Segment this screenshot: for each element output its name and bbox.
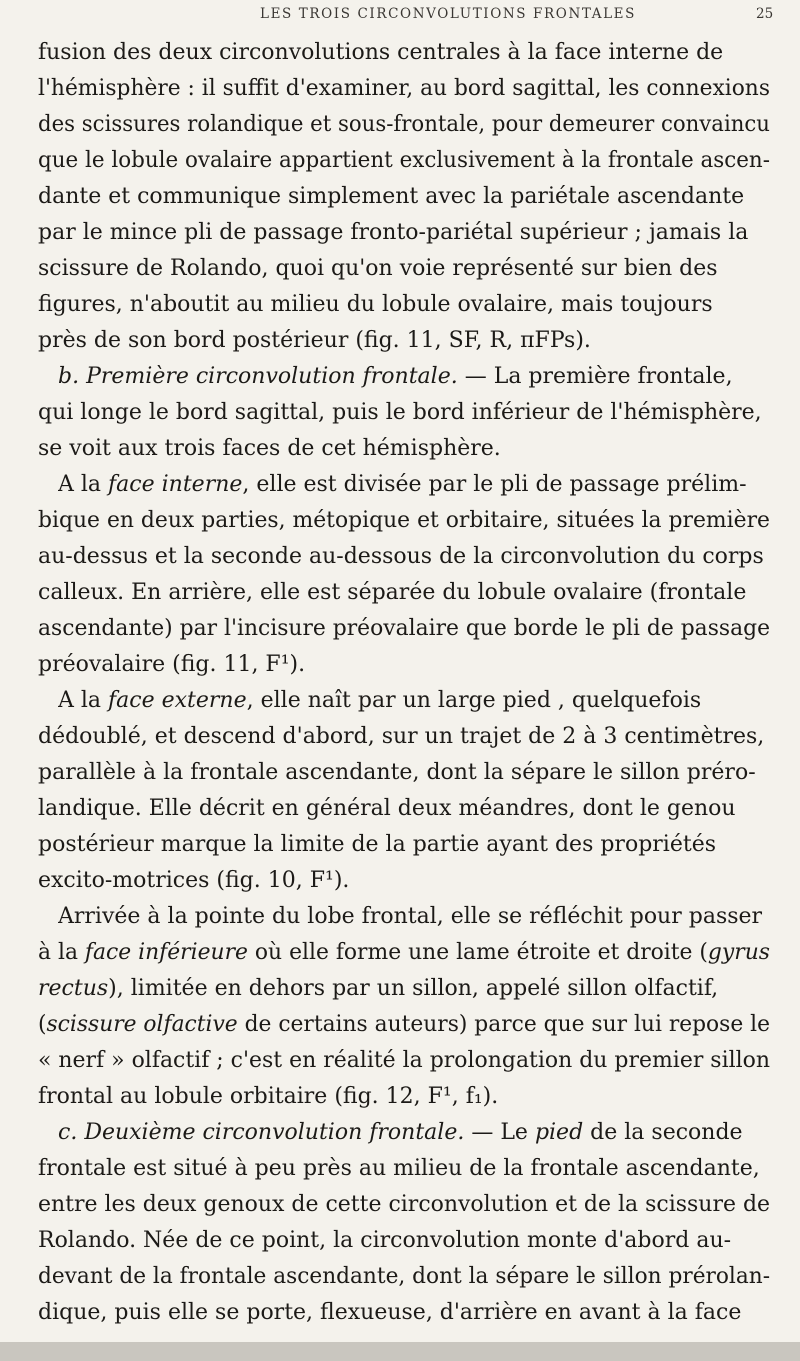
emphasis: face interne bbox=[108, 472, 243, 497]
emphasis: scissure olfactive bbox=[46, 1012, 238, 1037]
emphasis: gyrus bbox=[707, 940, 770, 965]
text-line: fusion des deux circonvolutions centrales à la face interne de bbox=[38, 40, 724, 65]
text-line: postérieur marque la limite de la partie ayant des propriétés bbox=[38, 832, 717, 857]
text-line: au-dessus et la seconde au-dessous de la circonvolution du corps bbox=[38, 544, 764, 569]
text-line: Arrivée à la pointe du lobe frontal, elle se réfléchit pour passer bbox=[58, 904, 763, 929]
emphasis: face externe bbox=[108, 688, 247, 713]
text-line: excito-motrices (fig. 10, F¹). bbox=[38, 868, 350, 893]
text-line: ascendante) par l'incisure préovalaire que borde le pli de passage bbox=[38, 616, 771, 641]
text-line: entre les deux genoux de cette circonvolution et de la scissure de bbox=[38, 1192, 771, 1217]
text-line: des scissures rolandique et sous-frontale, pour demeurer convaincu bbox=[38, 112, 770, 137]
text-line: dante et communique simplement avec la pariétale ascendante bbox=[38, 184, 745, 209]
text-line: landique. Elle décrit en général deux méandres, dont le genou bbox=[38, 796, 736, 821]
text-line: A la face externe, elle naît par un large pied , quelquefois bbox=[58, 688, 702, 713]
text-line: « nerf » olfactif ; c'est en réalité la prolongation du premier sillon bbox=[38, 1048, 771, 1073]
text-line: préovalaire (fig. 11, F¹). bbox=[38, 652, 306, 677]
text-line: (scissure olfactive de certains auteurs) parce que sur lui repose le bbox=[38, 1012, 771, 1037]
text-line: scissure de Rolando, quoi qu'on voie représenté sur bien des bbox=[38, 256, 718, 281]
text-line: se voit aux trois faces de cet hémisphère. bbox=[38, 436, 501, 461]
emphasis: rectus bbox=[38, 976, 109, 1001]
emphasis: pied bbox=[534, 1120, 584, 1145]
section-label: c. bbox=[58, 1120, 85, 1145]
section-title: Première circonvolution frontale. bbox=[86, 364, 458, 389]
text-line: par le mince pli de passage fronto-pariétal supérieur ; jamais la bbox=[38, 220, 749, 245]
text-line: dédoublé, et descend d'abord, sur un trajet de 2 à 3 centimètres, bbox=[38, 724, 765, 749]
text-line: que le lobule ovalaire appartient exclusivement à la frontale ascen- bbox=[38, 148, 770, 173]
page-number: 25 bbox=[756, 6, 774, 22]
text-line: Rolando. Née de ce point, la circonvolution monte d'abord au- bbox=[38, 1228, 732, 1253]
text-line: frontale est situé à peu près au milieu de la frontale ascendante, bbox=[38, 1156, 760, 1181]
text-line: rectus), limitée en dehors par un sillon, appelé sillon olfactif, bbox=[38, 976, 719, 1001]
text-line: A la face interne, elle est divisée par le pli de passage prélim- bbox=[58, 472, 747, 497]
text-line: bique en deux parties, métopique et orbitaire, situées la première bbox=[38, 508, 770, 533]
text-line: dique, puis elle se porte, flexueuse, d'arrière en avant à la face bbox=[38, 1300, 742, 1325]
text-line: figures, n'aboutit au milieu du lobule ovalaire, mais toujours bbox=[38, 292, 713, 317]
section-heading-line: c. Deuxième circonvolution frontale. — Le pied de la seconde bbox=[58, 1120, 743, 1145]
text-line: à la face inférieure où elle forme une lame étroite et droite (gyrus bbox=[38, 940, 770, 965]
text-line: calleux. En arrière, elle est séparée du lobule ovalaire (frontale bbox=[38, 580, 747, 605]
text-line: qui longe le bord sagittal, puis le bord inférieur de l'hémisphère, bbox=[38, 400, 762, 425]
section-label: b. bbox=[58, 364, 87, 389]
section-title: Deuxième circonvolution frontale. bbox=[84, 1120, 465, 1145]
section-heading-line: b. Première circonvolution frontale. — La première frontale, bbox=[58, 364, 733, 389]
text-line: parallèle à la frontale ascendante, dont la sépare le sillon préro- bbox=[38, 760, 756, 785]
running-head bbox=[0, 6, 800, 34]
text-line: devant de la frontale ascendante, dont la sépare le sillon prérolan- bbox=[38, 1264, 771, 1289]
emphasis: face inférieure bbox=[84, 940, 248, 965]
text-line: près de son bord postérieur (fig. 11, SF, R, πFPs). bbox=[38, 328, 591, 353]
text-line: frontal au lobule orbitaire (fig. 12, F¹, f₁). bbox=[38, 1084, 499, 1109]
running-title: LES TROIS CIRCONVOLUTIONS FRONTALES bbox=[260, 6, 636, 22]
text-line: l'hémisphère : il suffit d'examiner, au bord sagittal, les connexions bbox=[38, 76, 770, 101]
page-bottom-edge bbox=[0, 1342, 800, 1361]
